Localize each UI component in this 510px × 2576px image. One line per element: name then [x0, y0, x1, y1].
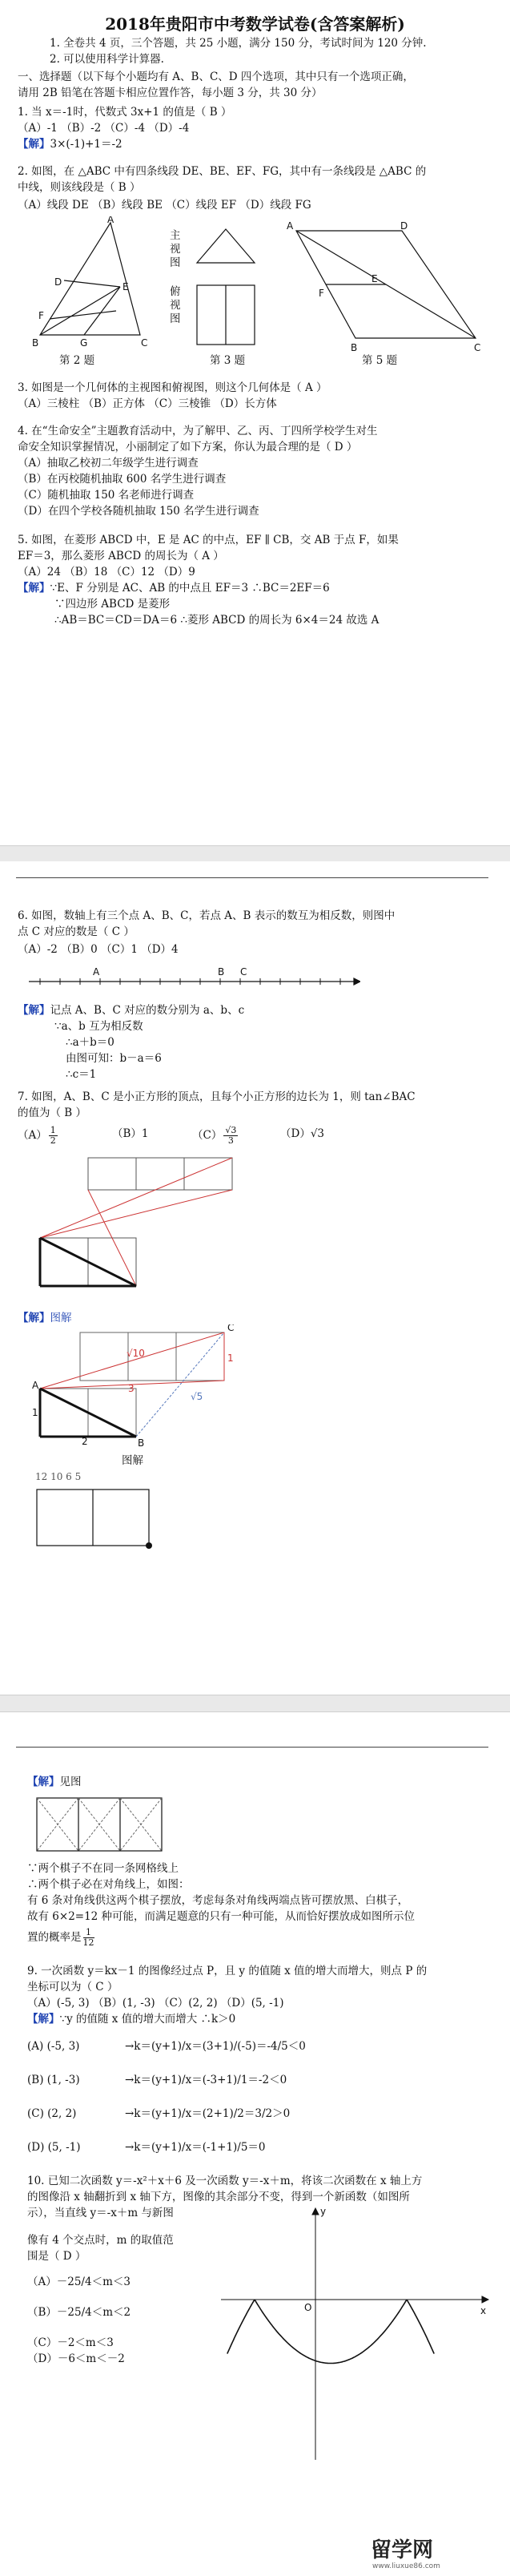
q9-row-b-option: (B) (1, -3): [27, 2074, 80, 2086]
q5-stem-1: 5. 如图，在菱形 ABCD 中，E 是 AC 的中点，EF ∥ CB，交 AB 于点 F，如果: [18, 534, 399, 546]
q9-solution-text: ∵y 的值随 x 值的增大而增大 ∴k＞0: [59, 2013, 236, 2026]
q1-solution: [18, 136, 122, 152]
q5-solution-3: ∴AB＝BC＝CD＝DA＝6 ∴菱形 ABCD 的周长为 6×4＝24 故选 A: [54, 614, 379, 627]
q10-function-graph: [213, 2203, 493, 2468]
fraction: [49, 1126, 58, 1146]
q4-stem-2: 命安全知识掌握情况，小丽制定了如下方案，你认为最合理的是（ D ）: [18, 441, 358, 454]
q1-options: （A）-1 （B）-2 （C）-4 （D）-4: [18, 122, 190, 135]
axis-label-x: x: [480, 2305, 487, 2316]
numerator: 1: [50, 1125, 56, 1135]
q10-stem-3: 示），当直线 y＝-x＋m 与新图: [27, 2207, 174, 2219]
q6-stem-1: 6. 如图，数轴上有三个点 A、B、C，若点 A、B 表示的数互为相反数，则图中: [18, 909, 396, 922]
solution-tag: 【解】: [27, 1776, 60, 1788]
q3-stem: 3. 如图是一个几何体的主视图和俯视图，则这个几何体是（ A ）: [18, 381, 327, 394]
q9-stem-2: 坐标可以为（ C ）: [27, 1981, 118, 1993]
q6-solution-1: [18, 1002, 244, 1018]
q8-line-5: [27, 1928, 96, 1948]
solution-tag: 【解】: [18, 1004, 50, 1017]
q5-solution-2: ∵四边形 ABCD 是菱形: [54, 598, 171, 611]
q7-figure-caption: 图解: [122, 1454, 143, 1467]
fraction: [83, 1928, 94, 1948]
black-piece-icon: [146, 1542, 152, 1549]
axis-label-b: B: [218, 966, 225, 978]
q8-line-3: 有 6 条对角线供这两个棋子摆放，考虑每条对角线两端点皆可摆放黑、白棋子，: [27, 1894, 409, 1907]
solution-tag: 【解】: [27, 2013, 60, 2026]
fraction: [223, 1126, 238, 1146]
q7-option-b: （B）1: [112, 1127, 149, 1140]
q8-line-5-text: 置的概率是: [27, 1931, 82, 1944]
q5-options: （A）24 （B）18 （C）12 （D）9: [18, 566, 195, 578]
q10-stem-5: 围是（ D ）: [27, 2250, 86, 2263]
fig5-label: B: [351, 342, 358, 353]
page-top-rule: [16, 877, 488, 878]
q5-solution-text: ∵E、F 分别是 AC、AB 的中点且 EF＝3 ∴BC＝2EF＝6: [50, 582, 330, 595]
q4-option-b: （B）在丙校随机抽取 600 名学生进行调查: [18, 473, 227, 486]
q6-solution-text: 记点 A、B、C 对应的数分别为 a、b、c: [50, 1004, 245, 1017]
watermark-url: www.liuxue86.com: [372, 2562, 440, 2570]
q9-options: （A）(-5, 3) （B）(1, -3) （C）(2, 2) （D）(5, -1): [27, 1997, 284, 2010]
q7-solution-figure: [32, 1324, 272, 1465]
page-3: [0, 1723, 510, 2576]
q6-stem-2: 点 C 对应的数是（ C ）: [18, 925, 135, 938]
q2-stem-2: 中线，则该线段是（ B ）: [18, 181, 141, 194]
q7-stem-2: 的值为（ B ）: [18, 1107, 87, 1119]
fig-label: √10: [126, 1348, 145, 1359]
q10-stem-4: 像有 4 个交点时，m 的取值范: [27, 2234, 174, 2247]
q9-row-d-expression: →k＝(y+1)/x＝(-1+1)/5＝0: [125, 2141, 266, 2154]
q7-option-d: （D）√3: [280, 1127, 325, 1140]
figure-3-main-view-label: 主视图: [170, 229, 181, 269]
figure-2-caption: 第 2 题: [59, 354, 95, 367]
q2-options: （A）线段 DE （B）线段 BE （C）线段 EF （D）线段 FG: [18, 199, 311, 212]
fig-label: C: [227, 1324, 235, 1333]
q4-option-d: （D）在四个学校各随机抽取 150 名学生进行调查: [18, 505, 259, 518]
q10-stem-2: 的图像沿 x 轴翻折到 x 轴下方，图像的其余部分不变，得到一个新函数（如图所: [27, 2191, 410, 2203]
watermark-text: 留学网: [371, 2538, 434, 2562]
q9-row-c-expression: →k＝(y+1)/x＝(2+1)/2＝3/2＞0: [125, 2107, 291, 2120]
q9-row-a-expression: →k＝(y+1)/x＝(3+1)/(-5)＝-4/5＜0: [125, 2040, 306, 2053]
fig-label: 2: [82, 1436, 88, 1447]
fig5-label: A: [287, 220, 294, 232]
figure-3-caption: 第 3 题: [210, 354, 246, 367]
numerator: 1: [83, 1928, 94, 1938]
q10-option-a: （A）－25/4＜m＜3: [27, 2276, 131, 2288]
q9-row-b-expression: →k＝(y+1)/x＝(-3+1)/1＝-2＜0: [125, 2074, 287, 2086]
q8-line-2: ∴两个棋子必在对角线上，如图：: [27, 1878, 190, 1891]
solution-tag: 【解】: [18, 582, 50, 595]
fig5-label: C: [474, 342, 481, 353]
figure-3-top-view-label: 俯视图: [170, 285, 181, 325]
q9-row-d-option: (D) (5, -1): [27, 2141, 81, 2154]
fig-label: 1: [227, 1353, 234, 1364]
q8-cut-off-numbers: 12 10 6 5: [35, 1471, 82, 1482]
note-2: 2. 可以使用科学计算器.: [50, 53, 164, 66]
section-heading-2: 请用 2B 铅笔在答题卡相应位置作答，每小题 3 分，共 30 分）: [18, 87, 323, 99]
document-title: 2018年贵阳市中考数学试卷(含答案解析): [105, 14, 405, 34]
q10-option-d: （D）－6＜m＜－2: [27, 2352, 125, 2365]
folded-parabola-curve: [227, 2300, 434, 2364]
origin-label: O: [304, 2302, 312, 2313]
q8-solution: [27, 1774, 82, 1790]
fig-label: 3: [128, 1383, 135, 1394]
axis-label-c: C: [240, 966, 247, 978]
fig2-label: G: [80, 337, 88, 349]
denominator: 3: [227, 1135, 234, 1146]
q6-solution-4: 由图可知：b－a＝6: [66, 1052, 162, 1065]
q8-line-4: 故有 6×2=12 种可能，而满足题意的只有一种可能，从而恰好摆放成如图所示位: [27, 1910, 416, 1923]
section-heading-1: 一、选择题（以下每个小题均有 A、B、C、D 四个选项，其中只有一个选项正确，: [18, 71, 414, 83]
numerator: √3: [225, 1125, 237, 1135]
q2-stem-1: 2. 如图，在 △ABC 中有四条线段 DE、BE、EF、FG，其中有一条线段是 △ABC 的: [18, 165, 427, 178]
q9-stem-1: 9. 一次函数 y＝kx－1 的图像经过点 P，且 y 的值随 x 值的增大而增大，则点 P 的: [27, 1965, 428, 1977]
figure-3-views: [189, 221, 269, 349]
fig2-label: E: [122, 281, 129, 292]
figure-5-caption: 第 5 题: [362, 354, 398, 367]
q5-stem-2: EF＝3，那么菱形 ABCD 的周长为（ A ）: [18, 550, 224, 562]
q6-solution-3: ∴a＋b＝0: [66, 1036, 114, 1049]
q7-option-c-label: （C）: [192, 1129, 223, 1142]
q1-solution-text: 3×(-1)+1＝-2: [50, 138, 122, 151]
fig2-label: D: [54, 276, 62, 288]
page-2: [0, 861, 510, 1695]
q4-option-c: （C）随机抽取 150 名老师进行调查: [18, 489, 195, 502]
axis-label-a: A: [93, 966, 100, 978]
fig-label: 1: [32, 1407, 38, 1418]
q7-solution: [18, 1310, 72, 1326]
q4-stem-1: 4. 在“生命安全”主题教育活动中，为了解甲、乙、丙、丁四所学校学生对生: [18, 425, 378, 437]
fig2-label: C: [141, 337, 148, 349]
solution-tag: 【解】: [18, 138, 50, 151]
figure-2-triangle: [32, 216, 152, 353]
q7-option-a: [18, 1126, 59, 1146]
q10-stem-1: 10. 已知二次函数 y＝-x²＋x＋6 及一次函数 y＝-x＋m，将该二次函数在 x 轴上方: [27, 2175, 423, 2187]
fig2-label: B: [32, 337, 39, 349]
page-top-rule: [16, 1747, 488, 1748]
q8-solution-board: [32, 1793, 168, 1857]
fig-label: A: [32, 1380, 39, 1391]
denominator: 12: [82, 1937, 94, 1948]
fig2-label: A: [107, 216, 114, 225]
solution-tag: 【解】: [18, 1312, 50, 1324]
q7-solution-text: 图解: [50, 1312, 72, 1324]
fig5-label: E: [371, 273, 378, 284]
q7-stem-1: 7. 如图，A、B、C 是小正方形的顶点，且每个小正方形的边长为 1，则 tan∠BAC: [18, 1090, 416, 1103]
q5-solution-1: [18, 580, 330, 596]
q6-solution-2: ∵a、b 互为相反数: [54, 1020, 143, 1033]
fig-label: B: [138, 1437, 145, 1449]
q9-row-c-option: (C) (2, 2): [27, 2107, 77, 2120]
denominator: 2: [50, 1135, 56, 1146]
q8-board-figure: [32, 1485, 160, 1557]
q10-option-c: （C）－2＜m＜3: [27, 2336, 114, 2349]
q7-option-a-label: （A）: [18, 1129, 47, 1142]
fig-label: √5: [191, 1391, 203, 1402]
page-1: [0, 0, 510, 845]
q8-line-1: ∵两个棋子不在同一条网格线上: [27, 1862, 179, 1875]
q10-option-b: （B）－25/4＜m＜2: [27, 2306, 131, 2319]
q8-solution-text: 见图: [59, 1776, 82, 1788]
site-watermark-logo: [367, 2534, 496, 2571]
q9-row-a-option: (A) (-5, 3): [27, 2040, 80, 2053]
q6-solution-5: ∴c＝1: [66, 1068, 97, 1081]
q6-options: （A）-2 （B）0 （C）1 （D）4: [18, 943, 179, 956]
q6-number-line: [24, 957, 360, 999]
fig5-label: F: [319, 288, 324, 299]
axis-label-y: y: [320, 2206, 327, 2217]
page-separator: [0, 845, 510, 863]
q1-stem: 1. 当 x＝-1时，代数式 3x+1 的值是（ B ）: [18, 106, 232, 119]
q3-options: （A）三棱柱 （B）正方体 （C）三棱锥 （D）长方体: [18, 397, 277, 410]
q4-option-a: （A）抽取乙校初二年级学生进行调查: [18, 457, 199, 470]
fig2-label: F: [38, 310, 44, 321]
figure-5-rhombus: [282, 220, 490, 356]
q7-grid-figure: [32, 1151, 272, 1296]
q9-solution: [27, 2011, 235, 2027]
fig5-label: D: [400, 220, 408, 232]
note-1: 1. 全卷共 4 页，三个答题，共 25 小题，满分 150 分，考试时间为 120 分钟.: [50, 37, 427, 50]
page-separator: [0, 1695, 510, 1712]
q7-option-c: [192, 1126, 239, 1146]
